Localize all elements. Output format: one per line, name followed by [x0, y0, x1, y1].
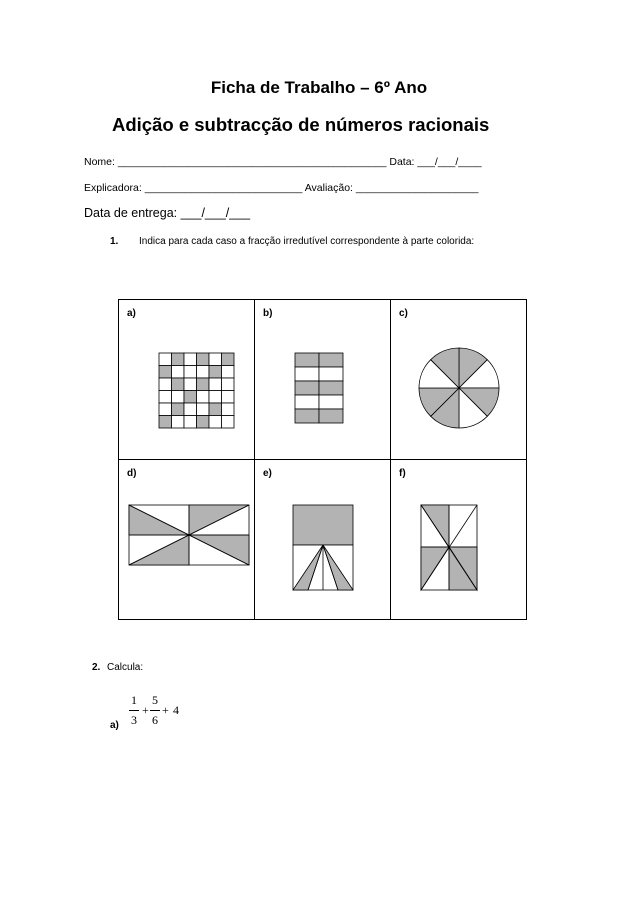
whole-number: 4 — [173, 703, 179, 717]
delivery-date-field[interactable]: Data de entrega: ___/___/___ — [84, 206, 251, 220]
figure-label-e: e) — [263, 468, 272, 479]
fraction2-numerator: 5 — [152, 693, 158, 707]
plus-sign-1: + — [142, 703, 149, 717]
figure-cell-b — [255, 300, 391, 460]
figure-f-rectangle — [391, 460, 526, 619]
question2-text: Calcula: — [107, 662, 144, 673]
question2-item-label: a) — [110, 720, 119, 731]
figure-label-c: c) — [399, 308, 408, 319]
figure-c-circle — [391, 300, 526, 459]
figure-d-rectangle — [119, 460, 254, 619]
fraction2-denominator: 6 — [152, 713, 158, 727]
fraction1-denominator: 3 — [131, 713, 137, 727]
figure-label-a: a) — [127, 308, 136, 319]
fraction1-bar — [129, 710, 139, 711]
figure-cell-c — [391, 300, 527, 460]
question1-text: Indica para cada caso a fracção irredutível correspondente à parte colorida: — [139, 236, 475, 247]
figure-cell-f — [391, 460, 527, 620]
question2-number: 2. — [92, 662, 101, 673]
fraction1-numerator: 1 — [131, 693, 137, 707]
figure-b-strips — [255, 300, 390, 459]
fraction2-bar — [150, 710, 160, 711]
tutor-evaluation-field[interactable]: Explicadora: ___________________________ Avaliação: _____________________ — [84, 182, 479, 194]
worksheet-title: Ficha de Trabalho – 6º Ano — [210, 78, 428, 97]
figure-label-d: d) — [127, 468, 137, 479]
figure-e-square — [255, 460, 390, 619]
figure-label-f: f) — [399, 468, 406, 479]
plus-sign-2: + — [162, 703, 169, 717]
figures-table — [118, 299, 527, 620]
question1-number: 1. — [110, 236, 119, 247]
figure-label-b: b) — [263, 308, 273, 319]
figure-cell-a — [119, 300, 255, 460]
figure-a-grid — [119, 300, 254, 459]
figure-cell-d — [119, 460, 255, 620]
name-date-field[interactable]: Nome: ______________________________________________ Data: ___/___/____ — [84, 156, 482, 168]
figure-cell-e — [255, 460, 391, 620]
worksheet-subtitle: Adição e subtracção de números racionais — [112, 114, 490, 135]
